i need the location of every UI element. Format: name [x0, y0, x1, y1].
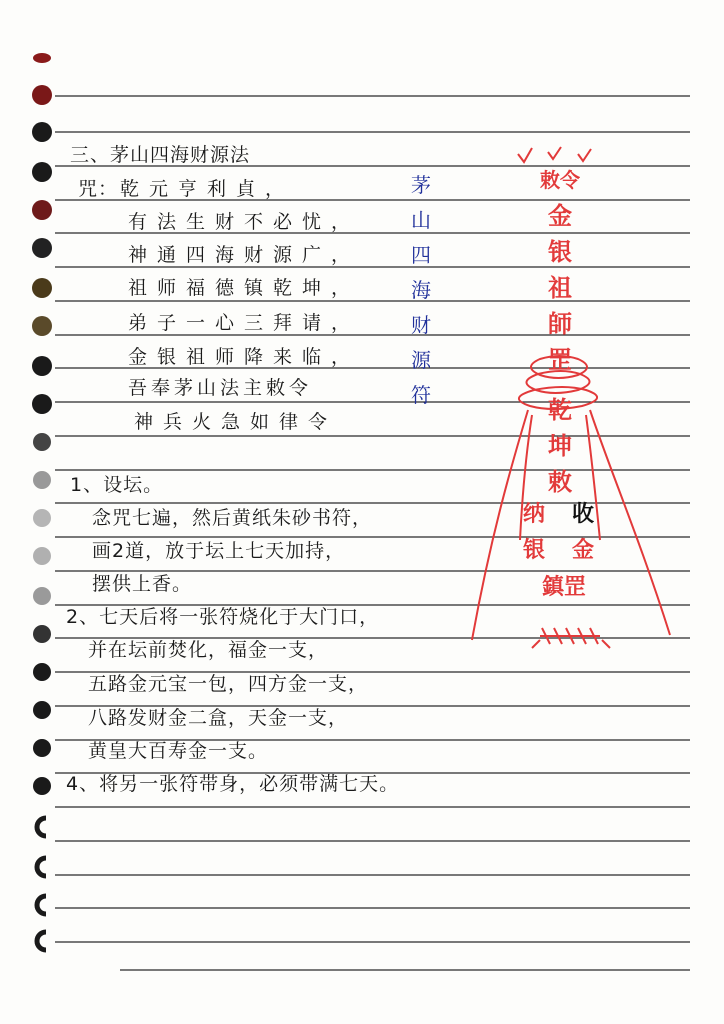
step-line: 黄皇大百寿金一支。 [88, 740, 269, 762]
section-title: 三、茅山四海财源法 [70, 144, 251, 166]
talisman-right-column [572, 497, 594, 569]
talisman-char: 纳 [523, 502, 546, 527]
talisman-char: 银 [523, 538, 546, 563]
mantra-line: 祖师福德镇乾坤， [128, 277, 361, 299]
talisman-char: 罡 [548, 346, 572, 374]
talisman-char: 坤 [548, 432, 572, 460]
binder-holes [0, 0, 60, 1024]
step-heading: 2、七天后将一张符烧化于大门口， [66, 606, 380, 628]
talisman-column [530, 162, 590, 500]
mantra-line: 弟子一心三拜请， [128, 312, 361, 334]
talisman-char: 敕令 [540, 168, 580, 192]
talisman-char: 乾 [548, 396, 572, 424]
side-column-title [408, 168, 434, 413]
side-column-char: 源 [411, 348, 431, 372]
side-column-char: 四 [411, 243, 431, 267]
side-column-char: 符 [411, 383, 431, 407]
talisman-char: 收 [572, 502, 595, 527]
step-line: 五路金元宝一包，四方金一支， [88, 673, 369, 695]
step-line: 念咒七遍，然后黄纸朱砂书符， [92, 507, 373, 529]
step-heading: 4、将另一张符带身，必须带满七天。 [66, 773, 400, 795]
mantra-line: 乾元亨利貞， [120, 178, 295, 200]
step-line: 并在坛前焚化，福金一支， [88, 639, 329, 661]
step-line: 八路发财金二盒，天金一支， [88, 707, 349, 729]
step-heading: 1、设坛。 [70, 474, 164, 496]
mantra-line: 吾奉茅山法主敕令 [128, 377, 313, 399]
mantra-line: 神通四海财源广， [128, 244, 361, 266]
mantra-line: 金银祖师降来临， [128, 346, 361, 368]
talisman-char: 金 [572, 538, 595, 563]
talisman-char: 祖 [548, 274, 572, 302]
step-line: 画2道，放于坛上七天加持， [92, 540, 346, 562]
talisman-char: 金 [548, 202, 572, 230]
talisman-char: 師 [548, 310, 572, 338]
side-column-char: 海 [411, 278, 431, 302]
talisman-char: 敕 [548, 468, 572, 496]
mantra-line: 有法生财不必忧， [128, 211, 361, 233]
talisman-char: 银 [548, 238, 572, 266]
side-column-char: 茅 [411, 173, 431, 197]
side-column-char: 财 [411, 313, 431, 337]
side-column-char: 山 [411, 208, 431, 232]
talisman-bottom: 鎮罡 [542, 575, 587, 600]
step-line: 摆供上香。 [92, 573, 193, 595]
mantra-label: 咒： [78, 178, 119, 200]
talisman-left-column [523, 497, 545, 569]
mantra-line: 神兵火急如律令 [134, 411, 338, 433]
